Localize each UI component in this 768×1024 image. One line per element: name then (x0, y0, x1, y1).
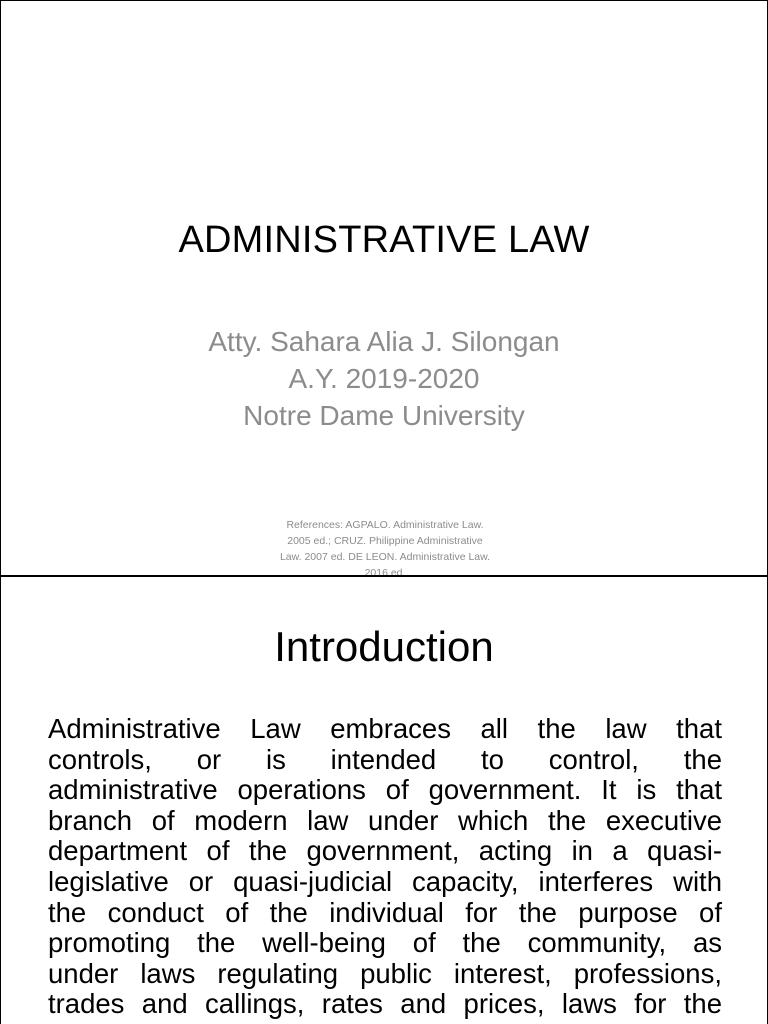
body-line: department of the government, acting in a quasi- (48, 835, 722, 867)
body-line: Administrative Law embraces all the law that (48, 713, 722, 744)
introduction-body (48, 714, 722, 1020)
introduction-heading: Introduction (274, 623, 494, 670)
slide-title: ADMINISTRATIVE LAW (178, 219, 590, 261)
university-line: Notre Dame University (243, 400, 525, 431)
body-line: promoting the well-being of the community, as (48, 927, 722, 959)
references-note (267, 517, 503, 576)
body-line: under laws regulating public interest, professions, (48, 957, 722, 989)
body-line: the conduct of the individual for the purpose of (48, 896, 722, 928)
references-line: References: AGPALO. Administrative Law. (286, 519, 484, 531)
body-line: controls, or is intended to control, the (48, 743, 722, 775)
introduction-slide (0, 576, 768, 1024)
body-line: branch of modern law under which the executive (48, 804, 722, 836)
body-line: legislative or quasi-judicial capacity, interferes with (48, 865, 722, 897)
references-line: Law. 2007 ed. DE LEON. Administrative Law. (279, 551, 491, 563)
author-line: Atty. Sahara Alia J. Silongan (208, 326, 560, 357)
slide-subtitle (1, 323, 767, 434)
body-line: administrative operations of government. It is that (48, 774, 722, 806)
body-line: trades and callings, rates and prices, laws for the (48, 988, 722, 1020)
references-line: 2005 ed.; CRUZ. Philippine Administrative (287, 535, 483, 547)
academic-year-line: A.Y. 2019-2020 (288, 363, 480, 394)
references-line: 2016 ed. (364, 567, 406, 576)
